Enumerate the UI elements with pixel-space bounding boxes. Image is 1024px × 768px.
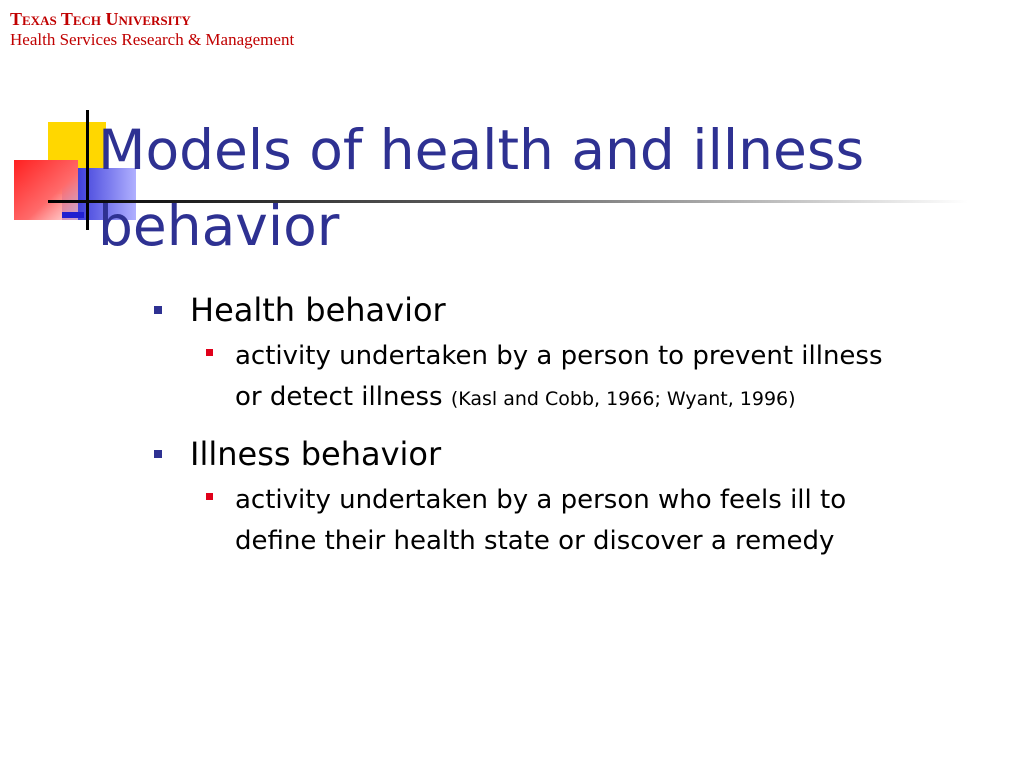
bullet-marker bbox=[154, 306, 162, 314]
slide-title: Models of health and illness behavior bbox=[98, 118, 865, 258]
vertical-rule bbox=[86, 110, 89, 230]
citation: (Kasl and Cobb, 1966; Wyant, 1996) bbox=[450, 388, 796, 410]
sub-bullet-text bbox=[235, 480, 915, 562]
small-blue-tick bbox=[62, 212, 84, 218]
sub-bullet-marker bbox=[206, 349, 213, 356]
bullet-label: Health behavior bbox=[190, 291, 446, 329]
bullet-illness-behavior bbox=[150, 434, 930, 474]
definition-text: activity undertaken by a person who feels ill to define their health state or discover a remedy bbox=[235, 485, 847, 556]
sub-bullet-illness-definition bbox=[150, 480, 930, 562]
slide-header bbox=[10, 8, 294, 50]
definition-text: activity undertaken by a person to prevent illness or detect illness bbox=[235, 341, 883, 412]
sub-bullet-text bbox=[235, 336, 915, 420]
department-name: Health Services Research & Management bbox=[10, 30, 295, 49]
university-name: Texas Tech University bbox=[10, 9, 191, 29]
sub-bullet-health-definition bbox=[150, 336, 930, 420]
bullet-marker bbox=[154, 450, 162, 458]
sub-bullet-marker bbox=[206, 493, 213, 500]
bullet-health-behavior bbox=[150, 290, 930, 330]
bullet-list bbox=[150, 290, 930, 576]
bullet-label: Illness behavior bbox=[190, 435, 442, 473]
red-block bbox=[14, 160, 78, 220]
